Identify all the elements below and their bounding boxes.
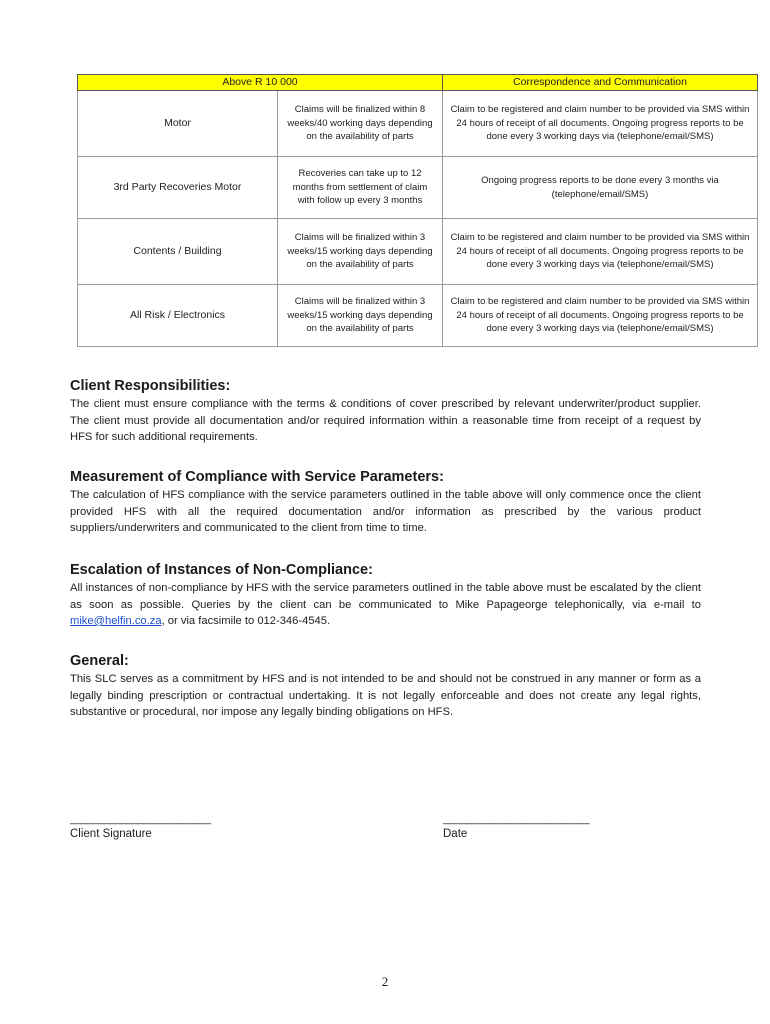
general-section bbox=[70, 652, 701, 721]
row-timeframe: Recoveries can take up to 12 months from settlement of claim with follow up every 3 months bbox=[278, 157, 443, 219]
page-number: 2 bbox=[381, 974, 389, 989]
row-category: 3rd Party Recoveries Motor bbox=[78, 157, 278, 219]
date-label: Date bbox=[443, 828, 468, 840]
row-communication: Claim to be registered and claim number to be provided via SMS within 24 hours of receipt of all documents. Ongoing progress reports to be done every 3 working days via (telephone/email/SMS) bbox=[443, 219, 758, 285]
table-row bbox=[78, 219, 758, 285]
row-category: Motor bbox=[78, 91, 278, 157]
section-body bbox=[70, 580, 701, 630]
date-block bbox=[443, 813, 589, 841]
service-level-table bbox=[77, 74, 758, 347]
client-responsibilities-section bbox=[70, 377, 701, 446]
measurement-section bbox=[70, 468, 701, 537]
signature-line: _________________________ bbox=[70, 813, 211, 825]
table-row bbox=[78, 91, 758, 157]
client-signature-block bbox=[70, 813, 210, 841]
row-category: All Risk / Electronics bbox=[78, 285, 278, 347]
header-above-r10000: Above R 10 000 bbox=[78, 75, 443, 91]
section-body: The client must ensure compliance with the terms & conditions of cover prescribed by relevant underwriter/product supplier. The client must provide all documentation and/or required information within a reasonable time from receipt of a request by HFS for such additional requirements. bbox=[70, 398, 701, 443]
row-timeframe: Claims will be finalized within 3 weeks/15 working days depending on the availability of parts bbox=[278, 219, 443, 285]
row-timeframe: Claims will be finalized within 8 weeks/40 working days depending on the availability of parts bbox=[278, 91, 443, 157]
header-correspondence: Correspondence and Communication bbox=[443, 75, 758, 91]
table-row bbox=[78, 285, 758, 347]
row-communication: Claim to be registered and claim number to be provided via SMS within 24 hours of receipt of all documents. Ongoing progress reports to be done every 3 working days via (telephone/email/SMS) bbox=[443, 91, 758, 157]
date-line: __________________________ bbox=[443, 813, 590, 825]
section-body: The calculation of HFS compliance with the service parameters outlined in the table above will only commence once the client provided HFS with all the required documentation and/or information as prescribed by the various product suppliers/underwriters and communicated to the client from time to time. bbox=[70, 489, 701, 534]
email-link[interactable]: mike@helfin.co.za bbox=[70, 615, 162, 627]
escalation-text-end: , or via facsimile to 012-346-4545. bbox=[161, 615, 331, 627]
row-communication: Ongoing progress reports to be done every 3 months via (telephone/email/SMS) bbox=[443, 157, 758, 219]
section-body: This SLC serves as a commitment by HFS and is not intended to be and should not be construed in any manner or form as a legally binding prescription or contractual undertaking. It is not legally enforceable and does not create any legal rights, substantive or procedural, nor impose any legally binding obligations on HFS. bbox=[70, 673, 701, 718]
client-signature-label: Client Signature bbox=[70, 828, 152, 840]
section-heading: General: bbox=[70, 653, 129, 669]
row-category: Contents / Building bbox=[78, 219, 278, 285]
escalation-text: All instances of non-compliance by HFS with the service parameters outlined in the table above must be escalated by the client as soon as possible. Queries by the client can be communicated to Mike Papageorge telephonically, via e-mail to bbox=[70, 582, 701, 611]
escalation-section bbox=[70, 561, 701, 630]
row-timeframe: Claims will be finalized within 3 weeks/15 working days depending on the availability of parts bbox=[278, 285, 443, 347]
table-header-row bbox=[78, 75, 758, 91]
section-heading: Client Responsibilities: bbox=[70, 378, 231, 394]
table-row bbox=[78, 157, 758, 219]
section-heading: Measurement of Compliance with Service Parameters: bbox=[70, 469, 444, 485]
section-heading: Escalation of Instances of Non-Compliance: bbox=[70, 562, 373, 578]
row-communication: Claim to be registered and claim number to be provided via SMS within 24 hours of receipt of all documents. Ongoing progress reports to be done every 3 working days via (telephone/email/SMS) bbox=[443, 285, 758, 347]
